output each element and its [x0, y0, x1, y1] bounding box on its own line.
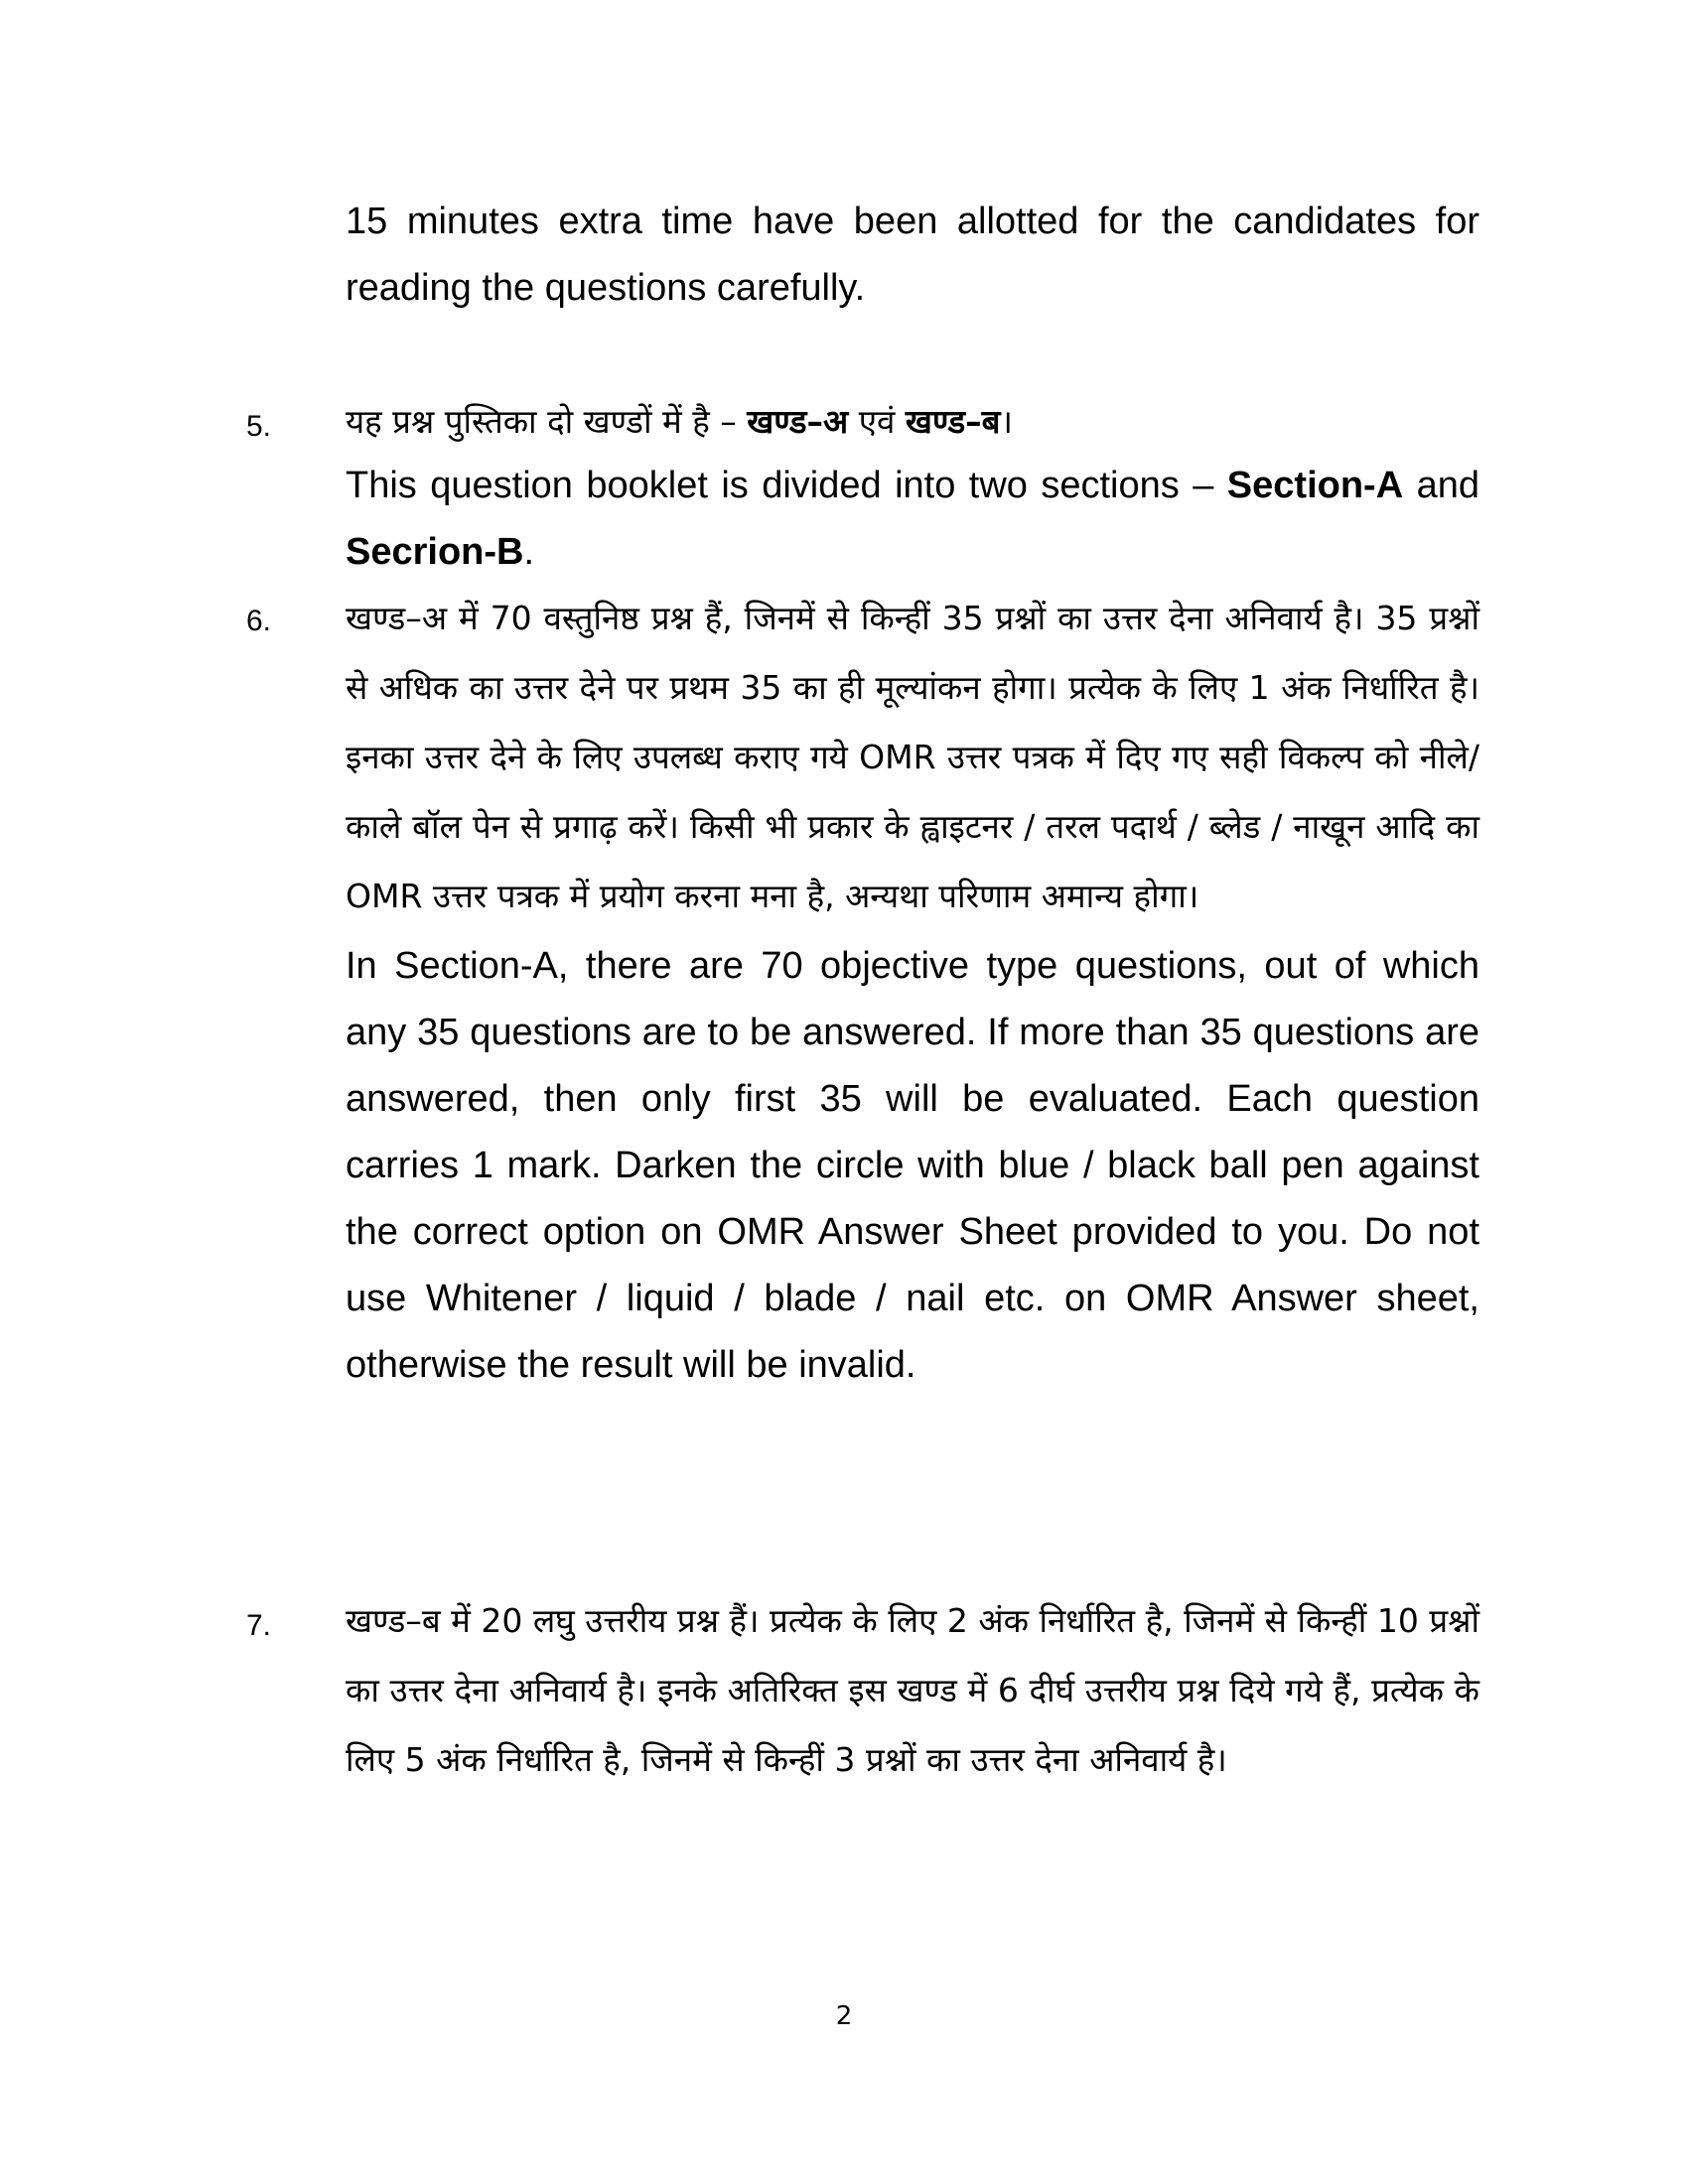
item-5-hindi-plain: यह प्रश्न पुस्तिका दो खण्डों में है – [346, 402, 748, 441]
item-7-block [346, 1586, 1479, 1795]
item-5-english-plain: This question booklet is divided into two sections – [346, 465, 1227, 506]
item-number-7: 7. [246, 1609, 272, 1642]
item-7-hindi-text: खण्ड–ब में 20 लघु उत्तरीय प्रश्न हैं। प्रत्येक के लिए 2 अंक निर्धारित है, जिनमें से किन्हीं 10 प्रश्नों का उत्तर देना अनिवार्य है। इनके अतिरिक्त इस खण्ड में 6 दीर्घ उत्तरीय प्रश्न दिये गये हैं, प्रत्येक के लिए 5 अंक निर्धारित है, जिनमें से किन्हीं 3 प्रश्नों का उत्तर देना अनिवार्य है। [346, 1601, 1479, 1779]
item-number-6: 6. [246, 605, 272, 637]
item-6-english-text: In Section-A, there are 70 objective type questions, out of which any 35 questions are to be answered. If more than 35 questions are answered, then only first 35 will be evaluated. Each question carries 1 mark. Darken the circle with blue / black ball pen against the correct option on OMR Answer Sheet provided to you. Do not use Whitener / liquid / blade / nail etc. on OMR Answer sheet, otherwise the result will be invalid. [346, 945, 1479, 1386]
item-5-english-section-a: Section-A [1226, 465, 1404, 506]
item-5-hindi-text [346, 387, 1479, 457]
intro-english-text: 15 minutes extra time have been allotted for the candidates for reading the questions carefully. [346, 201, 1479, 309]
item-5-english-section-b: Secrion-B [346, 531, 524, 573]
item-5-block [346, 387, 1479, 586]
item-6-block [346, 584, 1479, 1399]
item-number-5: 5. [246, 410, 272, 443]
item-6-hindi-text: खण्ड–अ में 70 वस्तुनिष्ठ प्रश्न हैं, जिनमें से किन्हीं 35 प्रश्नों का उत्तर देना अनिवार्य है। 35 प्रश्नों से अधिक का उत्तर देने पर प्रथम 35 का ही मूल्यांकन होगा। प्रत्येक के लिए 1 अंक निर्धारित है। इनका उत्तर देने के लिए उपलब्ध कराए गये OMR उत्तर पत्रक में दिए गए सही विकल्प को नीले/काले बॉल पेन से प्रगाढ़ करें। किसी भी प्रकार के ह्वाइटनर / तरल पदार्थ / ब्लेड / नाखून आदि का OMR उत्तर पत्रक में प्रयोग करना मना है, अन्यथा परिणाम अमान्य होगा। [346, 599, 1479, 915]
item-5-hindi-section-a: खण्ड–अ [747, 402, 849, 441]
item-5-english-middle: and [1403, 465, 1480, 506]
item-5-english-text [346, 453, 1479, 586]
item-5-hindi-middle: एवं [848, 402, 906, 441]
item-5-english-end: . [523, 531, 535, 573]
page-number: 2 [835, 2001, 853, 2031]
item-5-hindi-section-b: खण्ड–ब [905, 402, 1001, 441]
item-5-hindi-end: । [1000, 402, 1014, 441]
intro-block [346, 189, 1479, 322]
